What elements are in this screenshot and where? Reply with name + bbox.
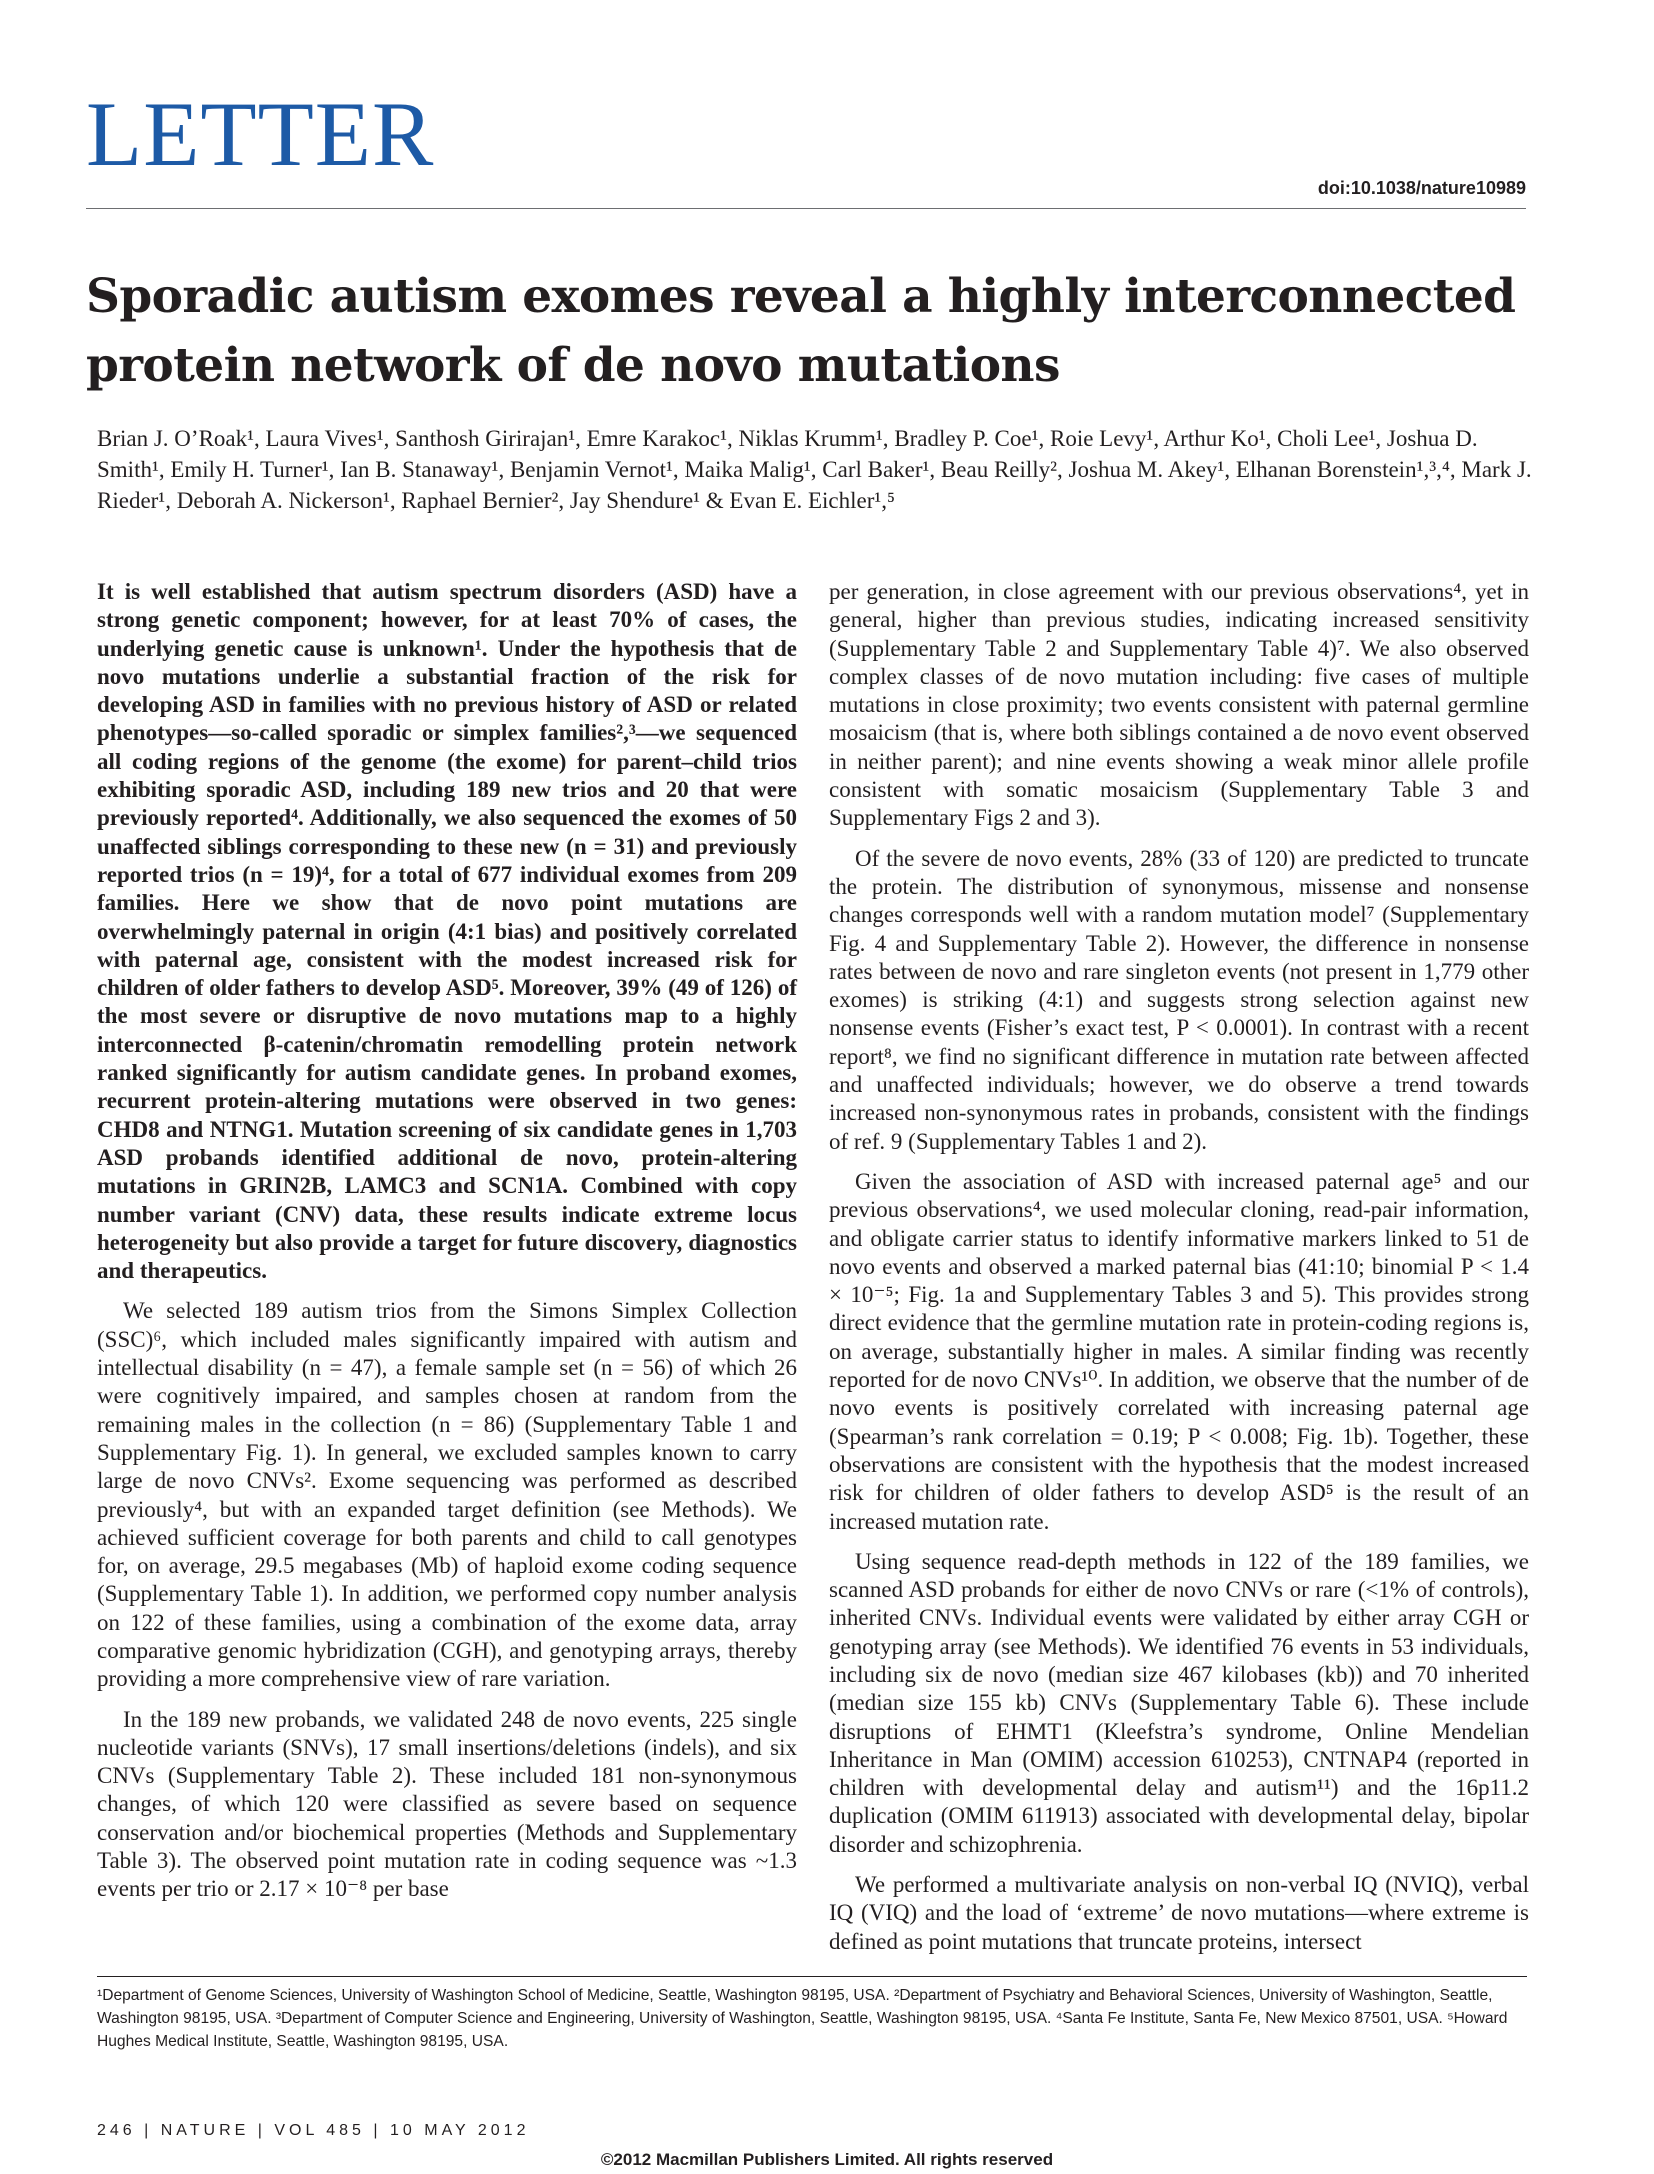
header-divider [86,208,1526,209]
page-footer: 246 | NATURE | VOL 485 | 10 MAY 2012 [97,2122,530,2139]
author-list: Brian J. O’Roak¹, Laura Vives¹, Santhosh Girirajan¹, Emre Karakoc¹, Niklas Krumm¹, Bradley P. Coe¹, Roie Levy¹, Arthur Ko¹, Choli Lee¹, Joshua D. Smith¹, Emily H. Turner¹, Ian B. Stanaway¹, Benjamin Vernot¹, Maika Malig¹, Carl Baker¹, Beau Reilly², Joshua M. Akey¹, Elhanan Borenstein¹,³,⁴, Mark J. Rieder¹, Deborah A. Nickerson¹, Raphael Bernier², Jay Shendure¹ & Evan E. Eichler¹,⁵ [97,426,1532,513]
abstract-paragraph: It is well established that autism spectrum disorders (ASD) have a strong genetic component; however, for at least 70% of cases, the underlying genetic cause is unknown¹. Under the hypothesis that de novo mutations underlie a substantial fraction of the risk for developing ASD in families with no previous history of ASD or related phenotypes—so-called sporadic or simplex families²,³—we sequenced all coding regions of the genome (the exome) for parent–child trios exhibiting sporadic ASD, including 189 new trios and 20 that were previously reported⁴. Additionally, we also sequenced the exomes of 50 unaffected siblings corresponding to these new (n = 31) and previously reported trios (n = 19)⁴, for a total of 677 individual exomes from 209 families. Here we show that de novo point mutations are overwhelmingly paternal in origin (4:1 bias) and positively correlated with paternal age, consistent with the modest increased risk for children of older fathers to develop ASD⁵. Moreover, 39% (49 of 126) of the most severe or disruptive de novo mutations map to a highly interconnected β-catenin/chromatin remodelling protein network ranked significantly for autism candidate genes. In proband exomes, recurrent protein-altering mutations were observed in two genes: CHD8 and NTNG1. Mutation screening of six candidate genes in 1,703 ASD probands identified additional de novo, protein-altering mutations in GRIN2B, LAMC3 and SCN1A. Combined with copy number variant (CNV) data, these results indicate extreme locus heterogeneity but also provide a target for future discovery, diagnostics and therapeutics. [97,579,797,1284]
article-title: Sporadic autism exomes reveal a highly interconnected protein network of de novo mutations [86,269,1516,393]
body-paragraph: per generation, in close agreement with our previous observations⁴, yet in general, higher than previous studies, indicating increased sensitivity (Supplementary Table 2 and Supplementary Table 4)⁷. We also observed complex classes of de novo mutation including: five cases of multiple mutations in close proximity; two events consistent with paternal germline mosaicism (that is, where both siblings contained a de novo event observed in neither parent); and nine events showing a weak minor allele profile consistent with somatic mosaicism (Supplementary Table 3 and Supplementary Figs 2 and 3). [829,579,1529,831]
section-label: LETTER [86,83,435,185]
doi-text: doi:10.1038/nature10989 [1317,178,1526,198]
body-paragraph: Of the severe de novo events, 28% (33 of 120) are predicted to truncate the protein. The distribution of synonymous, missense and nonsense changes corresponds well with a random mutation model⁷ (Supplementary Fig. 4 and Supplementary Table 2). However, the difference in nonsense rates between de novo and rare singleton events (not present in 1,779 other exomes) is striking (4:1) and suggests strong selection against new nonsense events (Fisher’s exact test, P < 0.0001). In contrast with a recent report⁸, we find no significant difference in mutation rate between affected and unaffected individuals; however, we do observe a trend towards increased non-synonymous rates in probands, consistent with the findings of ref. 9 (Supplementary Tables 1 and 2). [829,845,1529,1154]
footnote-divider [97,1976,1527,1977]
body-paragraph: Using sequence read-depth methods in 122 of the 189 families, we scanned ASD probands for either de novo CNVs or rare (<1% of controls), inherited CNVs. Individual events were validated by either array CGH or genotyping array (see Methods). We identified 76 events in 53 individuals, including six de novo (median size 467 kilobases (kb)) and 70 inherited (median size 155 kb) CNVs (Supplementary Table 6). These include disruptions of EHMT1 (Kleefstra’s syndrome, Online Mendelian Inheritance in Man (OMIM) accession 610253), CNTNAP4 (reported in children with developmental delay and autism¹¹) and the 16p11.2 duplication (OMIM 611913) associated with developmental delay, bipolar disorder and schizophrenia. [829,1548,1529,1857]
body-paragraph: We selected 189 autism trios from the Simons Simplex Collection (SSC)⁶, which included males significantly impaired with autism and intellectual disability (n = 47), a female sample set (n = 56) of which 26 were cognitively impaired, and samples chosen at random from the remaining males in the collection (n = 86) (Supplementary Table 1 and Supplementary Fig. 1). In general, we excluded samples known to carry large de novo CNVs². Exome sequencing was performed as described previously⁴, but with an expanded target definition (see Methods). We achieved sufficient coverage for both parents and child to call genotypes for, on average, 29.5 megabases (Mb) of haploid exome coding sequence (Supplementary Table 1). In addition, we performed copy number analysis on 122 of these families, using a combination of the exome data, array comparative genomic hybridization (CGH), and genotyping arrays, thereby providing a more comprehensive view of rare variation. [97,1298,797,1692]
copyright-notice: ©2012 Macmillan Publishers Limited. All rights reserved [600,2150,1054,2169]
affiliations-footnote: ¹Department of Genome Sciences, University of Washington School of Medicine, Seattle, Washington 98195, USA. ²Department of Psychiatry and Behavioral Sciences, University of Washington, Seattle, Washington 98195, USA. ³Department of Computer Science and Engineering, University of Washington, Seattle, Washington 98195, USA. ⁴Santa Fe Institute, Santa Fe, New Mexico 87501, USA. ⁵Howard Hughes Medical Institute, Seattle, Washington 98195, USA. [97,1987,1508,2050]
body-paragraph: In the 189 new probands, we validated 248 de novo events, 225 single nucleotide variants (SNVs), 17 small insertions/deletions (indels), and six CNVs (Supplementary Table 2). These included 181 non-synonymous changes, of which 120 were classified as severe based on sequence conservation and/or biochemical properties (Methods and Supplementary Table 3). The observed point mutation rate in coding sequence was ~1.3 events per trio or 2.17 × 10⁻⁸ per base [97,1706,797,1902]
body-paragraph: We performed a multivariate analysis on non-verbal IQ (NVIQ), verbal IQ (VIQ) and the load of ‘extreme’ de novo mutations—where extreme is defined as point mutations that truncate proteins, intersect [829,1872,1529,1954]
left-column [97,578,797,1904]
right-column [829,578,1529,1956]
body-paragraph: Given the association of ASD with increased paternal age⁵ and our previous observations⁴, we used molecular cloning, read-pair information, and obligate carrier status to identify informative markers linked to 51 de novo events and observed a marked paternal bias (41:10; binomial P < 1.4 × 10⁻⁵; Fig. 1a and Supplementary Tables 3 and 5). This provides strong direct evidence that the germline mutation rate in protein-coding regions is, on average, substantially higher in males. A similar finding was recently reported for de novo CNVs¹⁰. In addition, we observe that the number of de novo events is positively correlated with increasing paternal age (Spearman’s rank correlation = 0.19; P < 0.008; Fig. 1b). Together, these observations are consistent with the hypothesis that the modest increased risk for children of older fathers to develop ASD⁵ is the result of an increased mutation rate. [829,1168,1529,1534]
